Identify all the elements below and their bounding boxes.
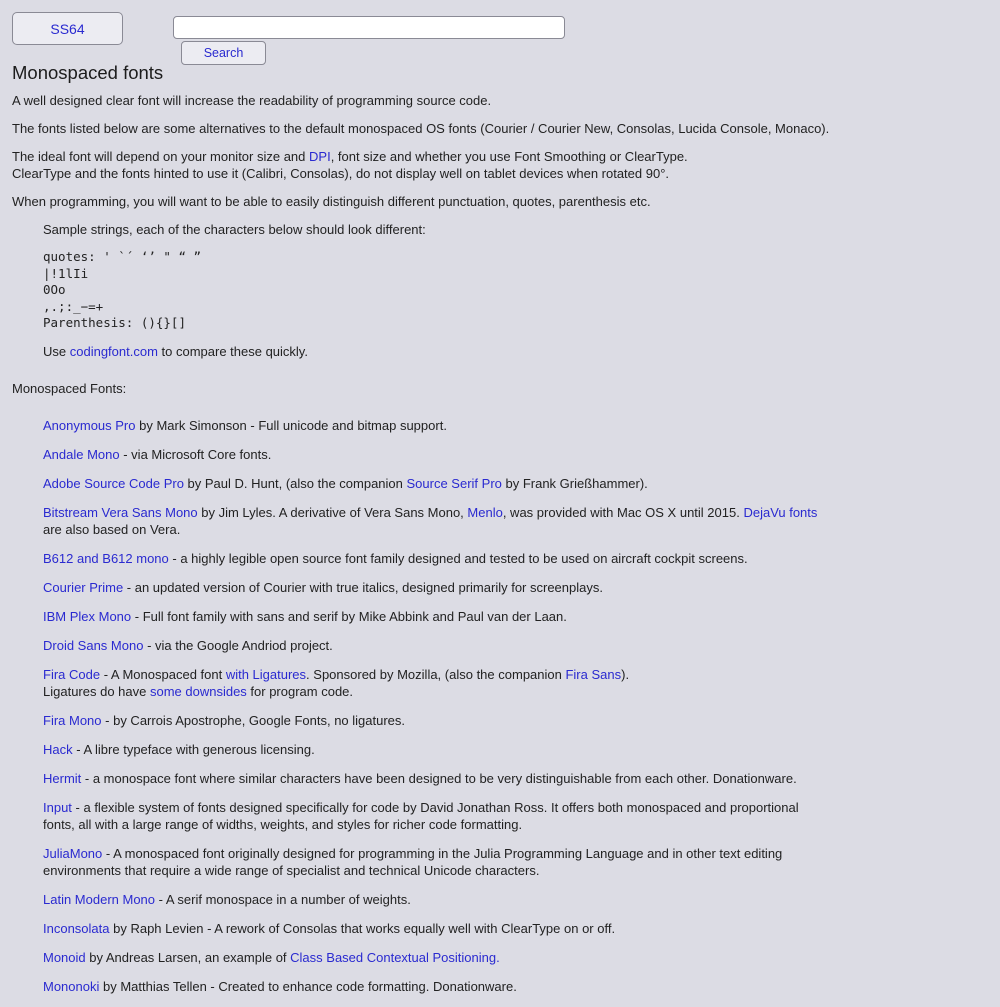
font-link[interactable]: Source Serif Pro xyxy=(406,475,502,491)
sample-line: |!1lIi xyxy=(43,265,89,281)
compare-text-post: to compare these quickly. xyxy=(157,343,308,359)
sample-heading: Sample strings, each of the characters below should look different: xyxy=(43,222,426,237)
font-list-item xyxy=(43,770,832,787)
sample-strings xyxy=(43,249,832,332)
font-link[interactable]: Anonymous Pro xyxy=(43,417,136,433)
font-description: ). xyxy=(621,666,630,682)
font-description: for program code. xyxy=(246,683,354,699)
font-list-item xyxy=(43,949,832,966)
intro-paragraph-2: The fonts listed below are some alternatives to the default monospaced OS fonts (Courier / Courier New, Consolas, Lucida Console, Monaco). xyxy=(12,121,830,136)
dpi-link[interactable]: DPI xyxy=(309,149,331,164)
font-link[interactable]: Mononoki xyxy=(43,978,100,994)
font-description: - A Monospaced font xyxy=(100,666,226,682)
font-link[interactable]: JuliaMono xyxy=(43,845,103,861)
font-description: by Mark Simonson - Full unicode and bitmap support. xyxy=(135,417,447,433)
font-description: by Paul D. Hunt, (also the companion xyxy=(183,475,407,491)
font-link[interactable]: Input xyxy=(43,799,72,815)
font-link[interactable]: Fira Sans xyxy=(565,666,622,682)
font-link[interactable]: Courier Prime xyxy=(43,579,124,595)
font-link[interactable]: Hermit xyxy=(43,770,82,786)
font-list-item xyxy=(43,475,832,492)
font-description: Ligatures do have xyxy=(43,683,150,699)
font-link[interactable]: IBM Plex Mono xyxy=(43,608,132,624)
font-link[interactable]: Hack xyxy=(43,741,73,757)
page-title: Monospaced fonts xyxy=(12,62,164,83)
font-list-item xyxy=(43,978,832,995)
font-link[interactable]: DejaVu fonts xyxy=(743,504,818,520)
codingfont-link[interactable]: codingfont.com xyxy=(69,343,158,359)
font-list-item xyxy=(43,446,832,463)
search-input[interactable] xyxy=(173,16,565,39)
font-link[interactable]: Monoid xyxy=(43,949,86,965)
font-list-item xyxy=(43,741,832,758)
font-list-item xyxy=(43,550,832,567)
font-link[interactable]: Inconsolata xyxy=(43,920,110,936)
font-description: - Full font family with sans and serif by Mike Abbink and Paul van der Laan. xyxy=(131,608,567,624)
compare-paragraph xyxy=(43,343,832,360)
font-link[interactable]: Class Based Contextual Positioning. xyxy=(290,949,500,965)
compare-text-pre: Use xyxy=(43,343,70,359)
font-list-item xyxy=(43,891,832,908)
intro-paragraph-1: A well designed clear font will increase the readability of programming source code. xyxy=(12,93,492,108)
font-link[interactable]: Adobe Source Code Pro xyxy=(43,475,184,491)
font-link[interactable]: Droid Sans Mono xyxy=(43,637,144,653)
font-description: . Sponsored by Mozilla, (also the companion xyxy=(306,666,566,682)
font-link[interactable]: with Ligatures xyxy=(225,666,307,682)
font-description: by Frank Grießhammer). xyxy=(501,475,648,491)
font-description: - via the Google Andriod project. xyxy=(143,637,333,653)
intro-paragraph-3 xyxy=(12,148,832,182)
fonts-list xyxy=(12,417,832,995)
font-link[interactable]: Fira Mono xyxy=(43,712,102,728)
font-list-item xyxy=(43,579,832,596)
intro3-text-pre: The ideal font will depend on your monitor size and xyxy=(12,149,310,164)
intro-paragraph-4: When programming, you will want to be able to easily distinguish different punctuation, quotes, parenthesis etc. xyxy=(12,194,651,209)
site-logo-button[interactable]: SS64 xyxy=(12,12,123,45)
font-description: - A serif monospace in a number of weights. xyxy=(155,891,411,907)
fonts-list-heading: Monospaced Fonts: xyxy=(12,380,127,396)
font-list-item xyxy=(43,637,832,654)
font-description: by Matthias Tellen - Created to enhance code formatting. Donationware. xyxy=(99,978,517,994)
font-list-item xyxy=(43,845,832,879)
font-description: by Raph Levien - A rework of Consolas that works equally well with ClearType on or off. xyxy=(109,920,616,936)
font-list-item xyxy=(43,608,832,625)
font-description: - by Carrois Apostrophe, Google Fonts, no ligatures. xyxy=(101,712,406,728)
font-description: by Andreas Larsen, an example of xyxy=(85,949,291,965)
font-list-item xyxy=(43,504,832,538)
font-list-item xyxy=(43,666,832,700)
font-description: , was provided with Mac OS X until 2015. xyxy=(502,504,744,520)
font-link[interactable]: some downsides xyxy=(149,683,247,699)
font-link[interactable]: Menlo xyxy=(467,504,503,520)
font-description: by Jim Lyles. A derivative of Vera Sans Mono, xyxy=(197,504,468,520)
search-button[interactable]: Search xyxy=(181,41,266,65)
intro3-text-post: , font size and whether you use Font Smoothing or ClearType. xyxy=(330,149,688,164)
font-link[interactable]: B612 and B612 mono xyxy=(43,550,169,566)
font-description: - via Microsoft Core fonts. xyxy=(119,446,272,462)
intro3-text-line2: ClearType and the fonts hinted to use it (Calibri, Consolas), do not display well on tablet devices when rotated 90°. xyxy=(12,166,670,181)
font-description: - a flexible system of fonts designed specifically for code by David Jonathan Ross. It offers both monospaced and proportional fonts, all with a large range of widths, weights, and styles for richer code formatting. xyxy=(43,799,799,832)
font-description: - a highly legible open source font family designed and tested to be used on aircraft cockpit screens. xyxy=(168,550,748,566)
main-content xyxy=(12,58,832,1007)
font-description: - A monospaced font originally designed for programming in the Julia Programming Language and in other text editing environments that require a wide range of specialist and technical Unicode characters. xyxy=(43,845,783,878)
font-list-item xyxy=(43,712,832,729)
font-description: - a monospace font where similar characters have been designed to be very distinguishable from each other. Donationware. xyxy=(81,770,797,786)
sample-line: 0Oo xyxy=(43,282,66,297)
font-link[interactable]: Latin Modern Mono xyxy=(43,891,156,907)
font-link[interactable]: Bitstream Vera Sans Mono xyxy=(43,504,198,520)
font-description: are also based on Vera. xyxy=(43,521,181,537)
font-description: - A libre typeface with generous licensing. xyxy=(72,741,315,757)
font-link[interactable]: Fira Code xyxy=(43,666,101,682)
font-list-item xyxy=(43,799,832,833)
font-list-item xyxy=(43,920,832,937)
sample-line: Parenthesis: (){}[] xyxy=(43,315,186,330)
font-description: - an updated version of Courier with true italics, designed primarily for screenplays. xyxy=(123,579,603,595)
font-list-item xyxy=(43,417,832,434)
font-link[interactable]: Andale Mono xyxy=(43,446,120,462)
sample-line: ,.;:_−=+ xyxy=(43,298,104,314)
sample-line: quotes: ' `´ ‘’ " “ ” xyxy=(43,249,202,264)
